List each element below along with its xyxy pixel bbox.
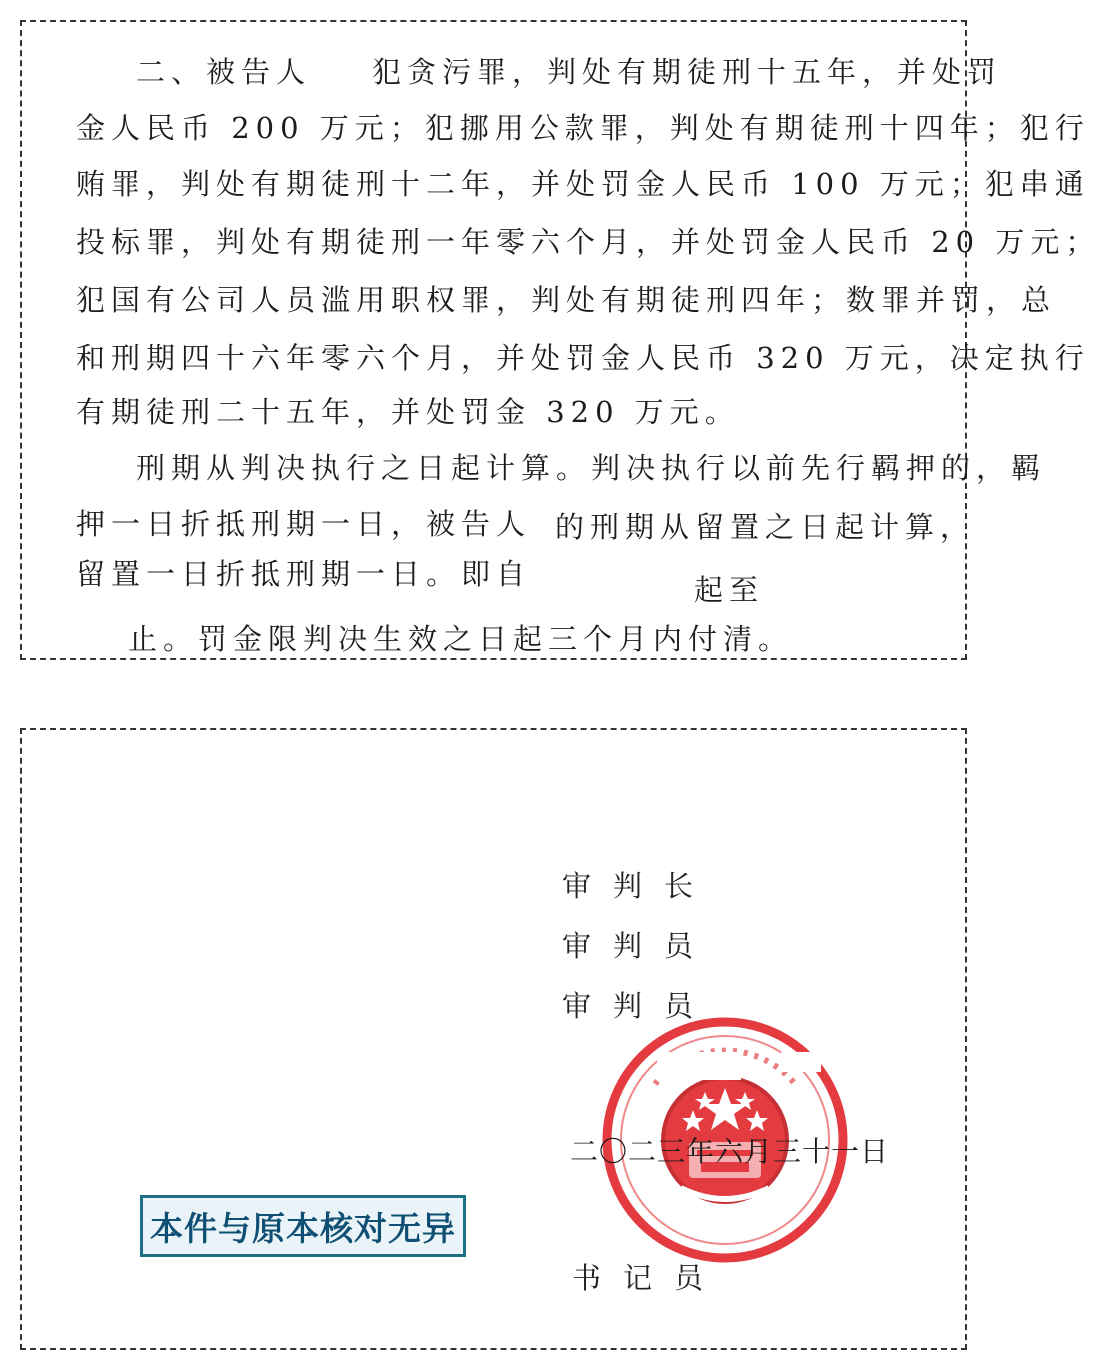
judgment-line: 的刑期从留置之日起计算， xyxy=(555,510,976,544)
judgment-line: 留置一日折抵刑期一日。即自 xyxy=(76,557,532,591)
verification-stamp xyxy=(140,1195,466,1257)
judgment-line: 押一日折抵刑期一日，被告人 xyxy=(76,507,532,541)
chief-judge-label: 审判长 xyxy=(562,869,716,903)
defendant-label: 二、被告人 xyxy=(136,55,312,89)
judgment-line: 犯国有公司人员滥用职权罪，判处有期徒刑四年；数罪并罚，总 xyxy=(76,283,1057,317)
verification-stamp-text: 本件与原本核对无异 xyxy=(150,1208,456,1248)
clerk-label: 书记员 xyxy=(572,1261,726,1295)
judgment-line: 起至 xyxy=(694,573,765,607)
judgment-line: 犯贪污罪，判处有期徒刑十五年，并处罚 xyxy=(372,55,1003,89)
judgment-date: 二〇二三年六月三十一日 xyxy=(570,1135,890,1168)
judgment-line: 止。罚金限判决生效之日起三个月内付清。 xyxy=(128,622,794,656)
judgment-line: 刑期从判决执行之日起计算。判决执行以前先行羁押的，羁 xyxy=(136,451,1047,485)
judge-label: 审判员 xyxy=(562,989,716,1023)
judgment-line: 有期徒刑二十五年，并处罚金 320 万元。 xyxy=(76,395,740,429)
judgment-line: 和刑期四十六年零六个月，并处罚金人民币 320 万元，决定执行 xyxy=(76,341,1090,375)
judge-label: 审判员 xyxy=(562,929,716,963)
judgment-line: 投标罪，判处有期徒刑一年零六个月，并处罚金人民币 20 万元； xyxy=(76,225,1100,259)
judgment-line: 贿罪，判处有期徒刑十二年，并处罚金人民币 100 万元；犯串通 xyxy=(76,167,1090,201)
judgment-line: 金人民币 200 万元；犯挪用公款罪，判处有期徒刑十四年；犯行 xyxy=(76,111,1090,145)
